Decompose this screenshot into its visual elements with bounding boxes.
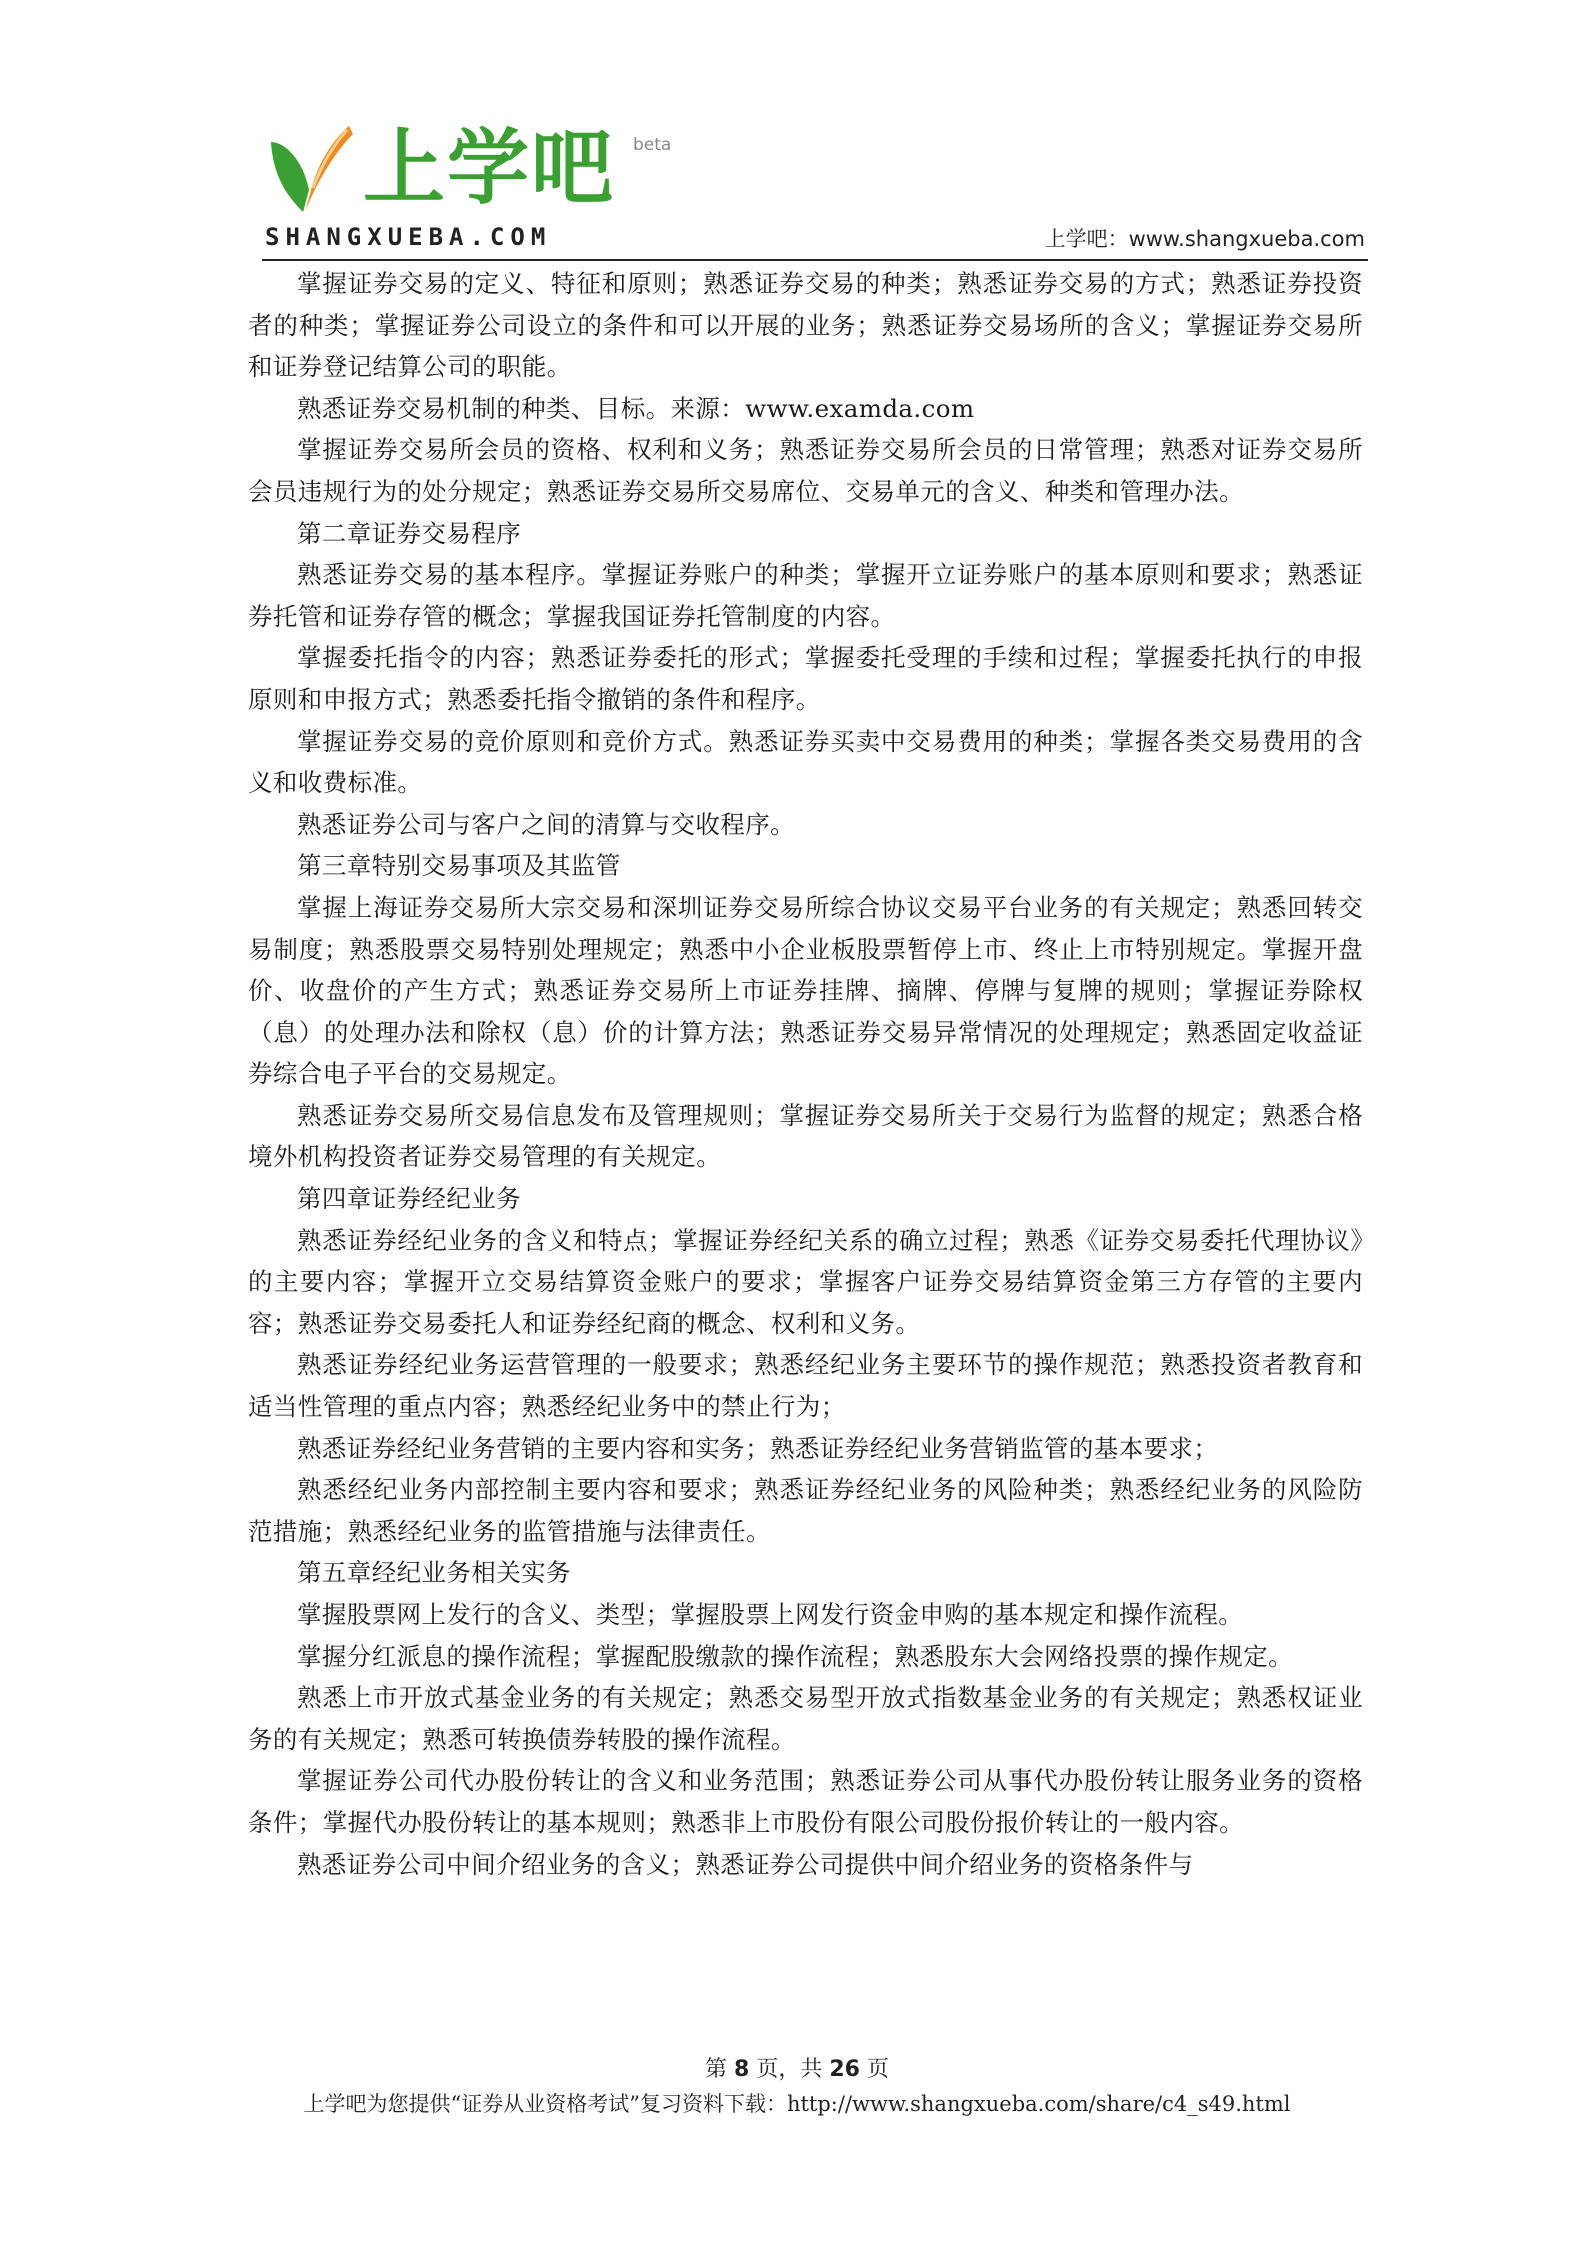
paragraph: 熟悉证券交易所交易信息发布及管理规则；掌握证券交易所关于交易行为监督的规定；熟悉合格境外机构投资者证券交易管理的有关规定。 bbox=[248, 1100, 1363, 1172]
paragraph: 掌握分红派息的操作流程；掌握配股缴款的操作流程；熟悉股东大会网络投票的操作规定。 bbox=[297, 1641, 1293, 1671]
paragraph: 掌握证券交易的竞价原则和竞价方式。熟悉证券买卖中交易费用的种类；掌握各类交易费用的含义和收费标准。 bbox=[248, 726, 1363, 798]
footer-download-link[interactable]: 上学吧为您提供“证券从业资格考试”复习资料下载：http://www.shangxueba.com/share/c4_s49.html bbox=[303, 2092, 1291, 2116]
logo-beta-tag: beta bbox=[633, 135, 672, 155]
paragraph: 熟悉证券交易的基本程序。掌握证券账户的种类；掌握开立证券账户的基本原则和要求；熟悉证券托管和证券存管的概念；掌握我国证券托管制度的内容。 bbox=[248, 560, 1363, 631]
logo-domain: SHANGXUEBA.COM bbox=[265, 223, 552, 251]
paragraph: 熟悉证券公司与客户之间的清算与交收程序。 bbox=[297, 809, 795, 839]
page-mid: 页，共 bbox=[749, 2057, 830, 2082]
logo-wordmark: 上学吧 bbox=[363, 121, 616, 216]
paragraph: 掌握上海证券交易所大宗交易和深圳证券交易所综合协议交易平台业务的有关规定；熟悉回转交易制度；熟悉股票交易特别处理规定；熟悉中小企业板股票暂停上市、终止上市特别规定。掌握开盘价、收盘价的产生方式；熟悉证券交易所上市证券挂牌、摘牌、停牌与复牌的规则；掌握证券除权（息）的处理办法和除权（息）价的计算方法；熟悉证券交易异常情况的处理规定；熟悉固定收益证券综合电子平台的交易规定。 bbox=[248, 892, 1363, 1089]
paragraph: 熟悉证券经纪业务运营管理的一般要求；熟悉经纪业务主要环节的操作规范；熟悉投资者教育和适当性管理的重点内容；熟悉经纪业务中的禁止行为； bbox=[248, 1350, 1363, 1422]
document-body bbox=[248, 263, 1363, 1885]
page-number bbox=[0, 2052, 1594, 2083]
paragraph: 掌握证券交易的定义、特征和原则；熟悉证券交易的种类；熟悉证券交易的方式；熟悉证券投资者的种类；掌握证券公司设立的条件和可以开展的业务；熟悉证券交易场所的含义；掌握证券交易所和证券登记结算公司的职能。 bbox=[248, 269, 1363, 382]
paragraph: 掌握委托指令的内容；熟悉证券委托的形式；掌握委托受理的手续和过程；掌握委托执行的申报原则和申报方式；熟悉委托指令撤销的条件和程序。 bbox=[248, 643, 1363, 714]
chapter-heading: 第三章特别交易事项及其监管 bbox=[297, 851, 621, 881]
page-prefix: 第 bbox=[705, 2057, 735, 2082]
header-divider bbox=[262, 259, 1368, 261]
paragraph: 掌握证券交易所会员的资格、权利和义务；熟悉证券交易所会员的日常管理；熟悉对证券交易所会员违规行为的处分规定；熟悉证券交易所交易席位、交易单元的含义、种类和管理办法。 bbox=[248, 435, 1363, 506]
paragraph: 熟悉经纪业务内部控制主要内容和要求；熟悉证券经纪业务的风险种类；熟悉经纪业务的风险防范措施；熟悉经纪业务的监管措施与法律责任。 bbox=[248, 1475, 1363, 1546]
page-header bbox=[245, 115, 1365, 261]
chapter-heading: 第五章经纪业务相关实务 bbox=[297, 1558, 571, 1588]
paragraph: 熟悉证券交易机制的种类、目标。来源：www.examda.com bbox=[297, 393, 975, 423]
page-suffix: 页 bbox=[859, 2057, 889, 2082]
paragraph: 掌握股票网上发行的含义、类型；掌握股票上网发行资金申购的基本规定和操作流程。 bbox=[297, 1600, 1244, 1629]
header-site-link[interactable]: 上学吧：www.shangxueba.com bbox=[1044, 227, 1365, 251]
leaf-logo-icon bbox=[263, 120, 359, 220]
paragraph: 熟悉证券公司中间介绍业务的含义；熟悉证券公司提供中间介绍业务的资格条件与 bbox=[297, 1849, 1194, 1879]
chapter-heading: 第四章证券经纪业务 bbox=[297, 1184, 522, 1214]
total-pages: 26 bbox=[829, 2057, 860, 2082]
chapter-heading: 第二章证券交易程序 bbox=[297, 518, 522, 548]
paragraph: 熟悉证券经纪业务的含义和特点；掌握证券经纪关系的确立过程；熟悉《证券交易委托代理协议》的主要内容；掌握开立交易结算资金账户的要求；掌握客户证券交易结算资金第三方存管的主要内容；熟悉证券交易委托人和证券经纪商的概念、权利和义务。 bbox=[248, 1225, 1363, 1338]
paragraph: 掌握证券公司代办股份转让的含义和业务范围；熟悉证券公司从事代办股份转让服务业务的资格条件；掌握代办股份转让的基本规则；熟悉非上市股份有限公司股份报价转让的一般内容。 bbox=[248, 1766, 1363, 1837]
paragraph: 熟悉上市开放式基金业务的有关规定；熟悉交易型开放式指数基金业务的有关规定；熟悉权证业务的有关规定；熟悉可转换债券转股的操作流程。 bbox=[248, 1683, 1363, 1754]
paragraph: 熟悉证券经纪业务营销的主要内容和实务；熟悉证券经纪业务营销监管的基本要求； bbox=[297, 1433, 1219, 1463]
current-page: 8 bbox=[734, 2057, 750, 2082]
